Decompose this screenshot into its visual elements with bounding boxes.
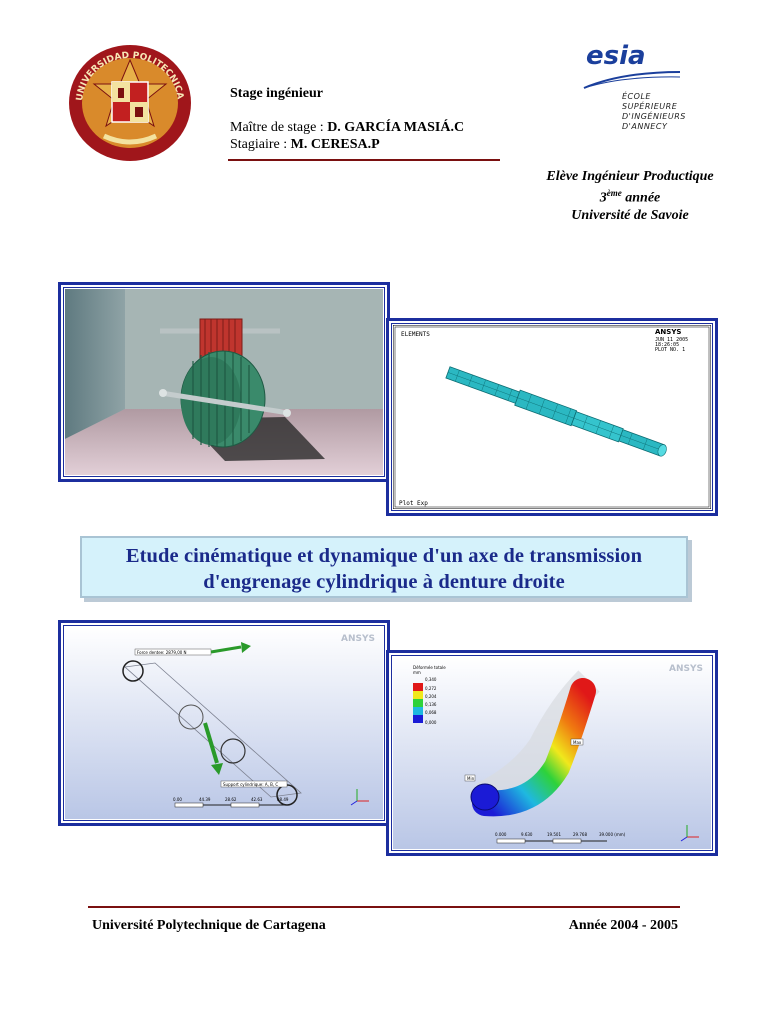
wb2-scale-4: 39.000 (mm): [599, 832, 626, 837]
stagiaire: [230, 137, 380, 153]
footer-rule: [88, 906, 680, 908]
label-min: Min: [467, 776, 475, 781]
label-max: Max: [573, 740, 582, 745]
footer-university: Université Polytechnique de Cartagena: [92, 918, 326, 933]
fem-time: 18:26:05: [655, 342, 680, 348]
legend-v0: 0,340: [425, 677, 437, 682]
wb-force-label: Force dentee: 2879,00 N: [137, 650, 187, 655]
eleve-line-1: Elève Ingénieur Productique: [546, 169, 714, 184]
fem-date: JUN 11 2005: [655, 337, 689, 343]
esia-subtitle: [622, 92, 712, 132]
esia-logo: [582, 42, 674, 68]
wb2-scale-3: 29.768: [573, 832, 587, 837]
university-seal: [68, 44, 192, 162]
fem-footer: Plot Exp: [399, 500, 428, 507]
legend-v5: 0,000: [425, 720, 437, 725]
legend-unit: mm: [413, 670, 421, 675]
legend-v1: 0,272: [425, 686, 437, 691]
fem-label: ELEMENTS: [401, 331, 430, 338]
esia-sub-line: D'INGÉNIEURS: [622, 112, 686, 121]
figure-gears-render: [58, 282, 390, 482]
figure-workbench-model: [58, 620, 390, 826]
legend-v3: 0,136: [425, 702, 437, 707]
title-line-2: d'engrenage cylindrique à denture droite: [203, 571, 565, 593]
esia-sub-line: SUPÉRIEURE: [622, 102, 678, 111]
esia-sub-line: ÉCOLE: [622, 92, 651, 101]
maitre-de-stage: [230, 120, 464, 136]
fem-ansys: ANSYS: [655, 328, 682, 336]
wb-scale-0: 0.00: [173, 797, 182, 802]
maitre-name: D. GARCÍA MASIÁ.C: [327, 120, 465, 135]
wb-watermark: ANSYS: [341, 634, 375, 644]
wb2-scale-1: 9.630: [521, 832, 533, 837]
legend-title: Déformée totale: [413, 665, 446, 670]
document-title: [80, 536, 688, 598]
esia-swoosh-icon: [582, 68, 682, 92]
figure-workbench-result: [386, 650, 718, 856]
title-line-1: Etude cinématique et dynamique d'un axe de transmission: [125, 545, 643, 567]
wb2-scale-0: 0.000: [495, 832, 507, 837]
footer-year: Année 2004 - 2005: [568, 918, 678, 933]
legend-v2: 0,204: [425, 694, 437, 699]
stagiaire-name: M. CERESA.P: [290, 137, 380, 152]
esia-logo-text: esia: [586, 42, 646, 68]
wb2-watermark: ANSYS: [669, 664, 703, 674]
esia-sub-line: D'ANNECY: [622, 122, 668, 131]
wb2-scale-2: 19.501: [547, 832, 561, 837]
fem-plot: PLOT NO. 1: [655, 347, 686, 353]
wb-scale-1: 44.39: [199, 797, 211, 802]
header-rule: [228, 159, 500, 161]
wb-support-label: Support cylindrique: A, B, C: [223, 782, 279, 787]
wb-scale-4: 88.49: [277, 797, 289, 802]
eleve-block: [470, 168, 730, 224]
legend-v4: 0,068: [425, 710, 437, 715]
maitre-label: Maître de stage :: [230, 120, 328, 135]
stage-title: Stage ingénieur: [230, 86, 323, 101]
eleve-line-2: 3ème année: [599, 188, 661, 206]
wb-scale-3: 42.63: [251, 797, 263, 802]
stagiaire-label: Stagiaire :: [230, 137, 291, 152]
svg-text:UNIVERSIDAD POLITECNICA DE CAR: UNIVERSIDAD POLITECNICA: [75, 50, 185, 102]
eleve-line-3: Université de Savoie: [571, 207, 689, 223]
figure-fem-mesh: [386, 318, 718, 516]
wb-scale-2: 28.62: [225, 797, 237, 802]
